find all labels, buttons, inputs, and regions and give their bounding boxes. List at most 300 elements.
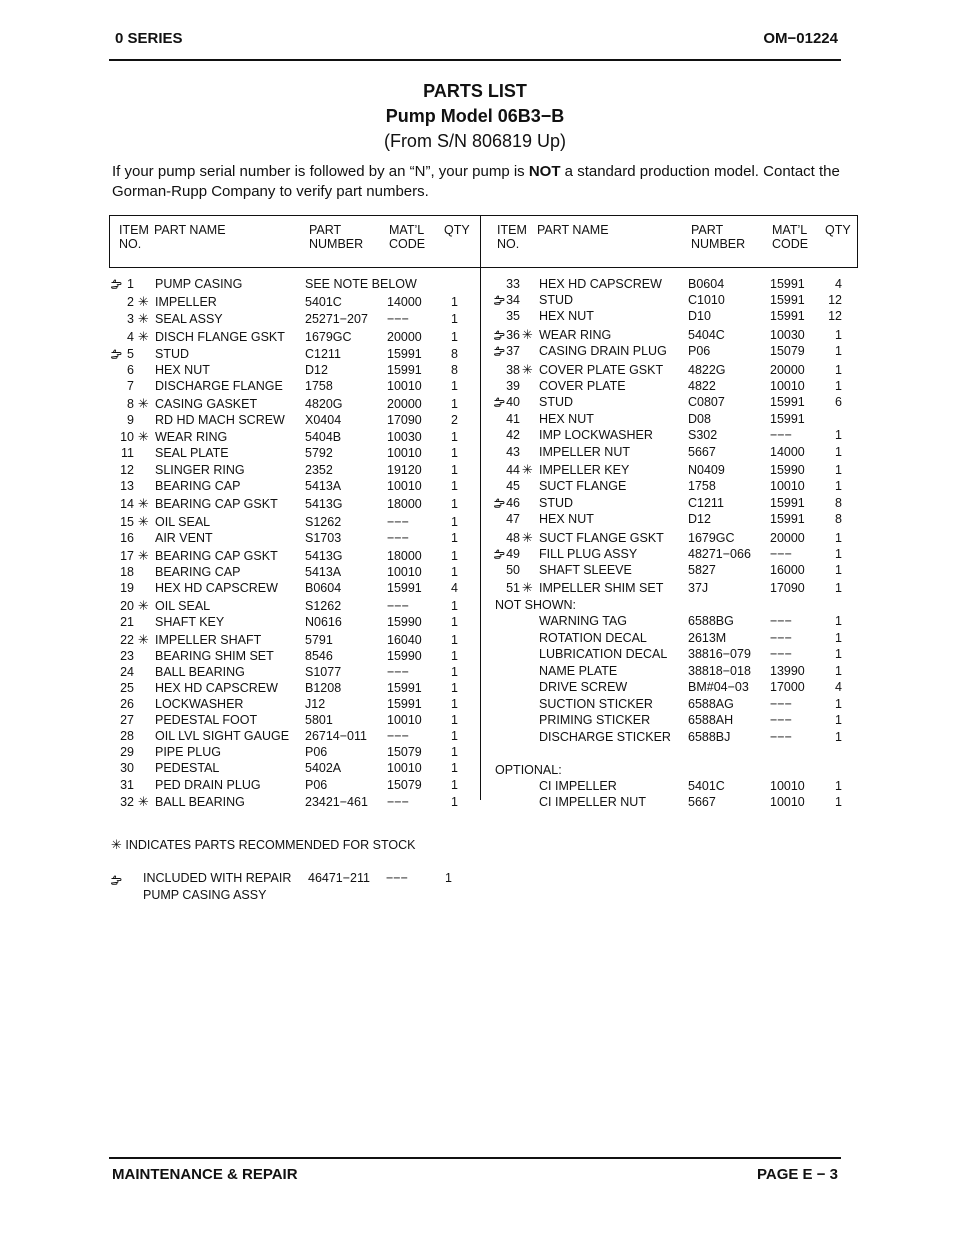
quantity: 1	[451, 312, 458, 326]
material-code: −−−	[770, 631, 792, 645]
table-row	[494, 462, 844, 478]
part-number: X0404	[305, 413, 342, 427]
table-row	[494, 343, 844, 359]
table-row	[494, 276, 844, 292]
right-part-number-header	[691, 223, 745, 251]
asterisk-icon: ✳	[138, 632, 149, 647]
quantity: 1	[835, 463, 842, 477]
table-row	[111, 276, 471, 292]
material-code: −−−	[387, 312, 409, 326]
quantity: 1	[451, 681, 458, 695]
table-row	[111, 777, 471, 793]
part-name: PIPE PLUG	[155, 745, 221, 759]
item-number: 30	[120, 761, 134, 775]
table-row	[111, 378, 471, 394]
item-number: 37	[506, 344, 520, 358]
material-code: −−−	[387, 515, 409, 529]
quantity: 1	[835, 344, 842, 358]
table-row	[494, 495, 844, 511]
item-number: 40	[506, 395, 520, 409]
material-code: 18000	[387, 549, 422, 563]
quantity: 4	[835, 277, 842, 291]
right-part-name-header: PART NAME	[537, 223, 609, 237]
part-name: IMPELLER NUT	[539, 445, 630, 459]
part-name: PEDESTAL FOOT	[155, 713, 258, 727]
item-number: 6	[127, 363, 134, 377]
part-number: 5413A	[305, 479, 342, 493]
stock-note	[111, 837, 415, 853]
left-qty-header: QTY	[444, 223, 470, 237]
part-name: PRIMING STICKER	[539, 713, 651, 727]
part-number: N0616	[305, 615, 342, 629]
part-name: HEX HD CAPSCREW	[539, 277, 662, 291]
part-number: 5402A	[305, 761, 342, 775]
part-name: BALL BEARING	[155, 795, 245, 809]
table-row	[111, 346, 471, 362]
table-row	[111, 462, 471, 478]
item-number: 33	[506, 277, 520, 291]
not-shown-label: NOT SHOWN:	[495, 598, 577, 612]
no-header: NO.	[119, 237, 142, 251]
part-name: HEX NUT	[539, 512, 594, 526]
series-label: 0 SERIES	[115, 30, 183, 47]
part-name: WEAR RING	[155, 430, 228, 444]
intro-text-bold: NOT	[528, 163, 561, 180]
left-item-header	[119, 223, 149, 251]
material-code: 20000	[770, 531, 805, 545]
repair-note-line1: INCLUDED WITH REPAIR	[143, 871, 292, 885]
list-item	[494, 712, 844, 728]
part-name: NAME PLATE	[539, 664, 618, 678]
material-code: 10010	[387, 446, 422, 460]
material-code: 15990	[770, 463, 805, 477]
list-item	[494, 630, 844, 646]
part-number: 38816−079	[688, 647, 751, 661]
item-number: 27	[120, 713, 134, 727]
part-name: PED DRAIN PLUG	[155, 778, 261, 792]
material-code: 15079	[387, 745, 422, 759]
quantity: 1	[835, 614, 842, 628]
part-name: HEX NUT	[539, 412, 594, 426]
table-row	[111, 760, 471, 776]
item-number: 48	[506, 531, 520, 545]
item-number: 8	[127, 397, 134, 411]
serial-range: (From S/N 806819 Up)	[383, 131, 567, 151]
material-code: 10010	[387, 565, 422, 579]
material-code: −−−	[387, 665, 409, 679]
item-header: ITEM	[497, 223, 527, 237]
item-number: 39	[506, 379, 520, 393]
material-code: 15991	[387, 681, 422, 695]
material-code: 15991	[387, 363, 422, 377]
table-row	[111, 496, 471, 512]
material-code: 15991	[770, 277, 805, 291]
part-number: 6588BJ	[688, 730, 731, 744]
asterisk-icon: ✳	[522, 530, 533, 545]
material-code: 15991	[770, 512, 805, 526]
part-number: 2613M	[688, 631, 727, 645]
item-number: 47	[506, 512, 520, 526]
quantity: 1	[835, 531, 842, 545]
material-code: −−−	[770, 647, 792, 661]
quantity: 1	[451, 761, 458, 775]
quantity: 12	[828, 309, 842, 323]
table-row	[111, 396, 471, 412]
quantity: 1	[451, 531, 458, 545]
part-number: P06	[688, 344, 711, 358]
table-row	[111, 429, 471, 445]
optional-label: OPTIONAL:	[495, 763, 562, 777]
table-row	[494, 511, 844, 527]
table-row	[111, 728, 471, 744]
part-header: PART	[691, 223, 724, 237]
material-code: −−−	[770, 730, 792, 744]
material-code: 10030	[387, 430, 422, 444]
material-code: 10010	[770, 479, 805, 493]
material-code: 16000	[770, 563, 805, 577]
quantity: 1	[451, 549, 458, 563]
item-number: 2	[127, 295, 134, 309]
part-name: SUCTION STICKER	[539, 697, 653, 711]
part-number: 5413A	[305, 565, 342, 579]
part-number: 5791	[305, 633, 333, 647]
list-item	[494, 794, 844, 810]
table-row	[494, 427, 844, 443]
material-code: 15991	[770, 309, 805, 323]
part-number: B0604	[688, 277, 725, 291]
item-number: 13	[120, 479, 134, 493]
table-row	[494, 308, 844, 324]
table-row	[111, 632, 471, 648]
table-row	[494, 478, 844, 494]
part-name: SLINGER RING	[155, 463, 245, 477]
table-row	[111, 362, 471, 378]
quantity: 1	[835, 479, 842, 493]
item-number: 17	[120, 549, 134, 563]
part-name: BEARING SHIM SET	[155, 649, 274, 663]
pointing-hand-icon	[111, 277, 124, 291]
pointing-hand-icon	[494, 547, 507, 561]
item-number: 21	[120, 615, 134, 629]
quantity: 1	[451, 430, 458, 444]
part-name: HEX HD CAPSCREW	[155, 581, 278, 595]
quantity: 1	[451, 633, 458, 647]
item-number: 7	[127, 379, 134, 393]
material-code: 10010	[770, 795, 805, 809]
item-number: 20	[120, 599, 134, 613]
part-name: IMPELLER	[155, 295, 217, 309]
asterisk-icon: ✳	[522, 362, 533, 377]
material-code: 14000	[770, 445, 805, 459]
page-number: PAGE E − 3	[756, 1166, 838, 1183]
part-name: CI IMPELLER NUT	[539, 795, 646, 809]
quantity: 1	[451, 665, 458, 679]
asterisk-icon: ✳	[138, 429, 149, 444]
quantity: 6	[835, 395, 842, 409]
part-number: SEE NOTE BELOW	[305, 277, 417, 291]
quantity: 1	[451, 330, 458, 344]
quantity: 1	[835, 713, 842, 727]
pointing-hand-icon	[494, 395, 507, 409]
part-number: 4820G	[305, 397, 343, 411]
part-number: P06	[305, 745, 328, 759]
quantity: 1	[835, 363, 842, 377]
material-code: 13990	[770, 664, 805, 678]
asterisk-icon: ✳	[522, 327, 533, 342]
item-number: 34	[506, 293, 520, 307]
part-number: 37J	[688, 581, 709, 595]
part-name: SUCT FLANGE	[539, 479, 627, 493]
part-name: DISCH FLANGE GSKT	[155, 330, 285, 344]
part-number: 48271−066	[688, 547, 751, 561]
list-item	[494, 696, 844, 712]
part-number: 38818−018	[688, 664, 751, 678]
list-item	[494, 679, 844, 695]
part-number: 2352	[305, 463, 333, 477]
material-code: −−−	[387, 599, 409, 613]
part-name: SEAL PLATE	[155, 446, 229, 460]
item-number: 1	[127, 277, 134, 291]
item-number: 9	[127, 413, 134, 427]
material-code: 20000	[770, 363, 805, 377]
table-row	[494, 362, 844, 378]
material-code: 15990	[387, 649, 422, 663]
table-row	[494, 394, 844, 410]
part-number: 25271−207	[305, 312, 368, 326]
part-name: SUCT FLANGE GSKT	[539, 531, 664, 545]
item-number: 45	[506, 479, 520, 493]
item-number: 31	[120, 778, 134, 792]
part-name: DISCHARGE STICKER	[539, 730, 671, 744]
item-number: 41	[506, 412, 520, 426]
quantity: 1	[835, 795, 842, 809]
intro-text-after: a standard production model. Contact the Gorman-Rupp Company to verify part numbers.	[112, 163, 840, 200]
material-code: 10010	[387, 479, 422, 493]
asterisk-icon: ✳	[522, 462, 533, 477]
material-code: −−−	[770, 428, 792, 442]
item-number: 26	[120, 697, 134, 711]
right-matl-code-header	[772, 223, 808, 251]
table-row	[494, 378, 844, 394]
item-number: 11	[121, 446, 134, 460]
table-row	[111, 580, 471, 596]
table-row	[111, 712, 471, 728]
part-number: B0604	[305, 581, 342, 595]
list-item	[494, 613, 844, 629]
item-number: 49	[506, 547, 520, 561]
quantity: 1	[835, 664, 842, 678]
repair-note-line2: PUMP CASING ASSY	[143, 888, 267, 902]
part-name: SHAFT SLEEVE	[539, 563, 632, 577]
material-code: −−−	[387, 795, 409, 809]
material-code: 19120	[387, 463, 422, 477]
asterisk-icon: ✳	[138, 396, 149, 411]
part-number: 5792	[305, 446, 333, 460]
pointing-hand-icon	[494, 293, 507, 307]
footer-rule	[109, 1157, 841, 1159]
material-code: −−−	[770, 697, 792, 711]
table-row	[111, 329, 471, 345]
quantity: 1	[835, 547, 842, 561]
part-number: 8546	[305, 649, 333, 663]
left-part-number-header	[309, 223, 363, 251]
item-number: 18	[120, 565, 134, 579]
left-part-name-header: PART NAME	[154, 223, 226, 237]
part-number: 23421−461	[305, 795, 368, 809]
material-code: 17090	[387, 413, 422, 427]
part-name: DRIVE SCREW	[539, 680, 628, 694]
repair-note	[111, 870, 511, 904]
part-name: IMPELLER KEY	[539, 463, 630, 477]
table-row	[111, 514, 471, 530]
quantity: 1	[451, 497, 458, 511]
quantity: 8	[451, 363, 458, 377]
table-column-divider	[480, 215, 481, 800]
part-name: BALL BEARING	[155, 665, 245, 679]
item-number: 15	[120, 515, 134, 529]
intro-paragraph	[112, 162, 852, 202]
asterisk-icon: ✳	[138, 311, 149, 326]
part-name: LUBRICATION DECAL	[539, 647, 668, 661]
item-number: 42	[506, 428, 520, 442]
item-number: 23	[120, 649, 134, 663]
item-number: 46	[506, 496, 520, 510]
table-row	[494, 546, 844, 562]
material-code: 14000	[387, 295, 422, 309]
number-header: NUMBER	[691, 237, 746, 251]
table-row	[111, 412, 471, 428]
header-rule	[109, 59, 841, 61]
part-name: BEARING CAP	[155, 565, 241, 579]
table-row	[111, 680, 471, 696]
quantity: 1	[835, 697, 842, 711]
item-number: 25	[120, 681, 134, 695]
part-name: OIL LVL SIGHT GAUGE	[155, 729, 290, 743]
part-number: P06	[305, 778, 328, 792]
part-number: 5404C	[688, 328, 725, 342]
part-name: IMP LOCKWASHER	[539, 428, 653, 442]
quantity: 1	[451, 745, 458, 759]
number-header: NUMBER	[309, 237, 364, 251]
pump-model: Pump Model 06B3−B	[385, 106, 565, 126]
asterisk-icon: ✳	[111, 837, 122, 852]
item-number: 36	[506, 328, 520, 342]
section-name: MAINTENANCE & REPAIR	[112, 1166, 298, 1183]
item-number: 32	[120, 795, 134, 809]
quantity: 1	[451, 697, 458, 711]
quantity: 1	[835, 563, 842, 577]
part-name: DISCHARGE FLANGE	[155, 379, 283, 393]
item-number: 5	[127, 347, 134, 361]
item-number: 28	[120, 729, 134, 743]
item-number: 22	[120, 633, 134, 647]
no-header: NO.	[497, 237, 520, 251]
item-number: 35	[506, 309, 520, 323]
item-number: 10	[120, 430, 134, 444]
quantity: 12	[828, 293, 842, 307]
table-row	[111, 294, 471, 310]
table-row	[111, 744, 471, 760]
material-code: 15079	[770, 344, 805, 358]
part-name: HEX NUT	[539, 309, 594, 323]
material-code: −−−	[770, 713, 792, 727]
item-number: 19	[120, 581, 134, 595]
part-name: RD HD MACH SCREW	[155, 413, 285, 427]
part-name: BEARING CAP GSKT	[155, 549, 278, 563]
part-name: ROTATION DECAL	[539, 631, 647, 645]
part-header: PART	[309, 223, 342, 237]
item-number: 44	[506, 463, 520, 477]
table-row	[111, 598, 471, 614]
repair-qty: 1	[445, 871, 452, 885]
pointing-hand-icon	[111, 873, 124, 887]
quantity: 1	[835, 445, 842, 459]
part-number: C0807	[688, 395, 725, 409]
part-name: COVER PLATE GSKT	[539, 363, 664, 377]
matl-header: MAT’L	[772, 223, 808, 237]
table-row	[111, 794, 471, 810]
table-row	[111, 311, 471, 327]
part-name: SHAFT KEY	[155, 615, 225, 629]
part-name: CI IMPELLER	[539, 779, 617, 793]
material-code: −−−	[770, 614, 792, 628]
part-name: OIL SEAL	[155, 515, 211, 529]
part-name: BEARING CAP GSKT	[155, 497, 278, 511]
item-number: 43	[506, 445, 520, 459]
left-matl-code-header	[389, 223, 425, 251]
part-number: 26714−011	[305, 729, 367, 743]
list-item	[494, 646, 844, 662]
part-number: S1262	[305, 599, 342, 613]
pointing-hand-icon	[494, 328, 507, 342]
quantity: 8	[451, 347, 458, 361]
material-code: 20000	[387, 330, 422, 344]
item-number: 29	[120, 745, 134, 759]
material-code: 10010	[770, 779, 805, 793]
right-qty-header: QTY	[825, 223, 851, 237]
quantity: 1	[835, 647, 842, 661]
part-name: STUD	[539, 293, 574, 307]
part-name: OIL SEAL	[155, 599, 211, 613]
part-name: STUD	[155, 347, 190, 361]
part-number: 5404B	[305, 430, 342, 444]
material-code: 10010	[387, 379, 422, 393]
quantity: 1	[451, 795, 458, 809]
part-name: IMPELLER SHAFT	[155, 633, 262, 647]
part-number: 6588AG	[688, 697, 734, 711]
material-code: 10010	[387, 761, 422, 775]
quantity: 4	[835, 680, 842, 694]
right-item-header	[497, 223, 527, 251]
quantity: 1	[451, 713, 458, 727]
table-row	[494, 292, 844, 308]
quantity: 1	[451, 295, 458, 309]
code-header: CODE	[772, 237, 809, 251]
table-row	[494, 530, 844, 546]
quantity: 1	[451, 778, 458, 792]
part-name: AIR VENT	[155, 531, 213, 545]
material-code: 15079	[387, 778, 422, 792]
material-code: 15991	[387, 347, 422, 361]
table-row	[494, 327, 844, 343]
intro-text-before: If your pump serial number is followed by an “N”, your pump is	[112, 163, 529, 180]
item-number: 50	[506, 563, 520, 577]
part-number: C1211	[688, 496, 724, 510]
material-code: −−−	[770, 547, 792, 561]
quantity: 8	[835, 512, 842, 526]
quantity: 1	[835, 379, 842, 393]
part-number: 6588BG	[688, 614, 734, 628]
